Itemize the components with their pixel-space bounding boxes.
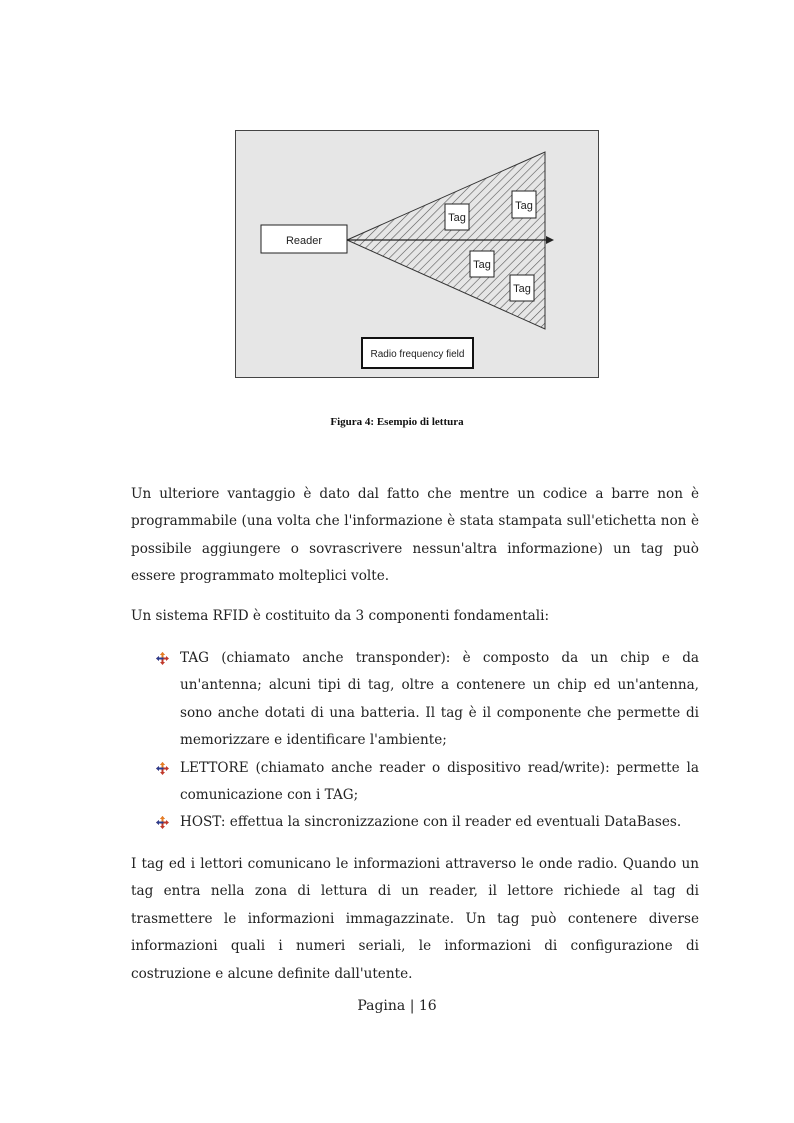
- tag-box: [445, 204, 469, 230]
- arrow-bullet-icon: [156, 762, 169, 775]
- paragraph: Un ulteriore vantaggio è dato dal fatto che mentre un codice a barre non è programmabile (una volta che l'informazione è stata stampata sull'etichetta non è possibile aggiungere o sovrascrivere nessun'altra informazione) un tag può essere programmato molteplici volte.: [131, 486, 699, 585]
- tag-box: [510, 275, 534, 301]
- tag-box: [512, 191, 536, 218]
- list-item: [156, 645, 699, 755]
- field-label: Radio frequency field: [370, 349, 465, 360]
- field-label-box: [362, 338, 473, 368]
- bullet-text: TAG (chiamato anche transponder): è composto da un chip e da un'antenna; alcuni tipi di tag, oltre a contenere un chip ed un'antenna, sono anche dotati di una batteria. Il tag è il componente che permette di memorizzare e identificare l'ambiente;: [180, 650, 699, 749]
- reader-label: Reader: [285, 235, 323, 247]
- reader-box: [261, 225, 347, 253]
- bullet-text: HOST: effettua la sincronizzazione con il reader ed eventuali DataBases.: [180, 814, 682, 831]
- rfid-diagram: [236, 131, 598, 377]
- list-item: [156, 755, 699, 810]
- page-footer: Pagina | 16: [357, 998, 437, 1014]
- component-list: [156, 645, 699, 837]
- arrow-bullet-icon: [156, 652, 169, 665]
- tag-label: Tag: [515, 200, 533, 212]
- figure-caption: Figura 4: Esempio di lettura: [330, 416, 464, 428]
- tag-label: Tag: [448, 212, 466, 224]
- arrow-bullet-icon: [156, 816, 169, 829]
- tag-box: [470, 251, 494, 277]
- arrow-head-icon: [546, 236, 554, 244]
- bullet-text: LETTORE (chiamato anche reader o dispositivo read/write): permette la comunicazione con i TAG;: [180, 759, 699, 804]
- paragraph: Un sistema RFID è costituito da 3 componenti fondamentali:: [131, 608, 550, 624]
- paragraph: I tag ed i lettori comunicano le informazioni attraverso le onde radio. Quando un tag entra nella zona di lettura di un reader, il lettore richiede al tag di trasmettere le informazioni immagazzinate. Un tag può contenere diverse informazioni quali i numeri seriali, le informazioni di configurazione di costruzione e alcune definite dall'utente.: [131, 856, 699, 982]
- tag-label: Tag: [513, 283, 531, 295]
- rfid-reading-figure: [235, 130, 599, 378]
- list-item: [156, 809, 699, 836]
- tag-label: Tag: [473, 259, 491, 271]
